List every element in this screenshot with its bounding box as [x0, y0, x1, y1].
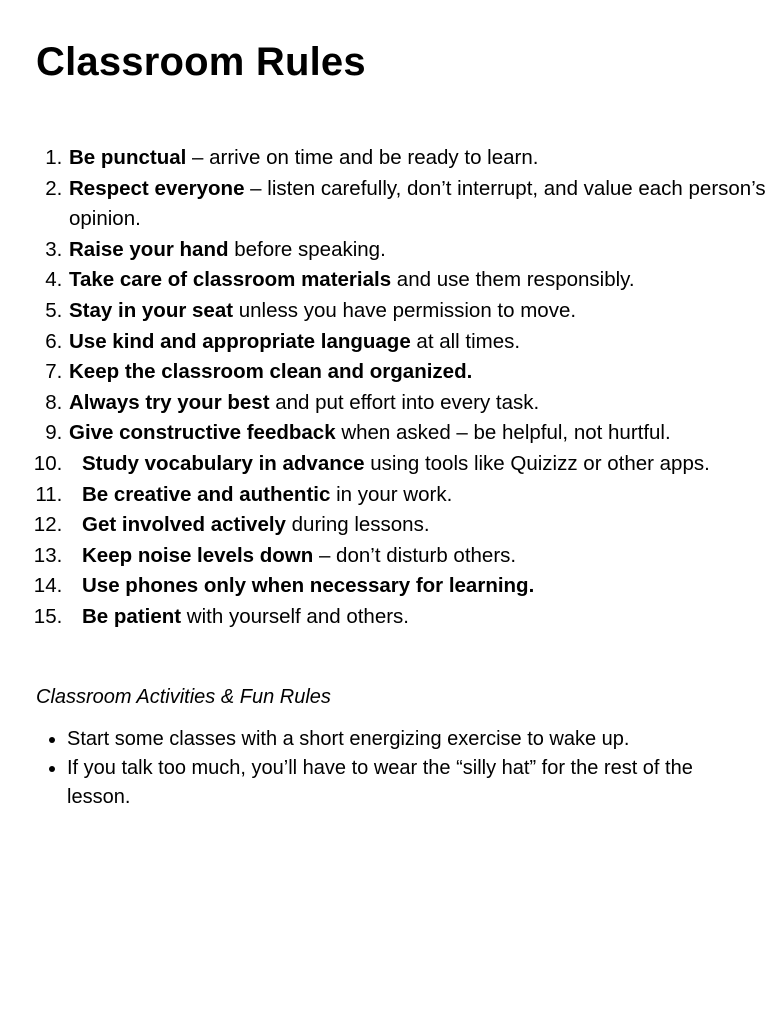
rule-item	[68, 418, 768, 449]
rule-text: and put effort into every task.	[269, 390, 540, 414]
rule-item	[68, 541, 768, 572]
rule-item	[68, 327, 768, 358]
rule-text: before speaking.	[228, 237, 386, 261]
rule-item	[68, 296, 768, 327]
page-title: Classroom Rules	[36, 40, 366, 84]
rule-item	[68, 449, 768, 480]
rule-item	[68, 235, 768, 266]
rule-item	[68, 388, 768, 419]
rule-item	[68, 571, 768, 602]
rule-emphasis: Stay in your seat	[69, 298, 234, 322]
rule-text: – listen carefully, don’t interrupt, and value each person’s opinion.	[69, 176, 766, 231]
rule-text: and use them responsibly.	[391, 268, 635, 292]
rule-emphasis: Always try your best	[69, 390, 270, 414]
rule-emphasis: Give constructive feedback	[69, 421, 336, 445]
fun-rule-item: • Start some classes with a short energizing exercise to wake up.	[67, 725, 735, 754]
rule-emphasis: Keep noise levels down	[82, 543, 314, 567]
rule-emphasis: Get involved actively	[82, 513, 286, 537]
rule-item	[68, 174, 768, 235]
rule-emphasis: Take care of classroom materials	[69, 268, 392, 292]
rule-text: unless you have permission to move.	[233, 298, 577, 322]
fun-rules-list	[36, 725, 735, 812]
rule-item	[68, 357, 768, 388]
rule-text: using tools like Quizizz or other apps.	[364, 451, 710, 475]
rule-emphasis: Use phones only when necessary for learning.	[82, 574, 535, 598]
rule-text: – don’t disturb others.	[313, 543, 517, 567]
rule-emphasis: Respect everyone	[69, 176, 245, 200]
rule-text: at all times.	[410, 329, 521, 353]
rule-item	[68, 510, 768, 541]
rule-item	[68, 602, 768, 633]
rule-text: when asked – be helpful, not hurtful.	[335, 421, 671, 445]
rule-text: with yourself and others.	[181, 604, 410, 628]
rule-emphasis: Be punctual	[69, 146, 187, 169]
rule-emphasis: Be patient	[82, 604, 182, 628]
rule-item	[68, 480, 768, 511]
rule-item	[68, 265, 768, 296]
activities-subheading: Classroom Activities & Fun Rules	[36, 685, 331, 708]
rule-emphasis: Use kind and appropriate language	[69, 329, 411, 353]
rule-emphasis: Raise your hand	[69, 237, 229, 261]
rule-emphasis: Keep the classroom clean and organized.	[69, 360, 473, 384]
rule-emphasis: Study vocabulary in advance	[82, 451, 365, 475]
rules-list	[36, 143, 768, 633]
rule-text: in your work.	[330, 482, 453, 506]
fun-rule-item: • If you talk too much, you’ll have to wear the “silly hat” for the rest of the lesson.	[67, 754, 735, 812]
rule-text: – arrive on time and be ready to learn.	[186, 146, 539, 169]
rule-item	[68, 143, 768, 174]
rule-text: during lessons.	[285, 513, 430, 537]
rule-emphasis: Be creative and authentic	[82, 482, 331, 506]
